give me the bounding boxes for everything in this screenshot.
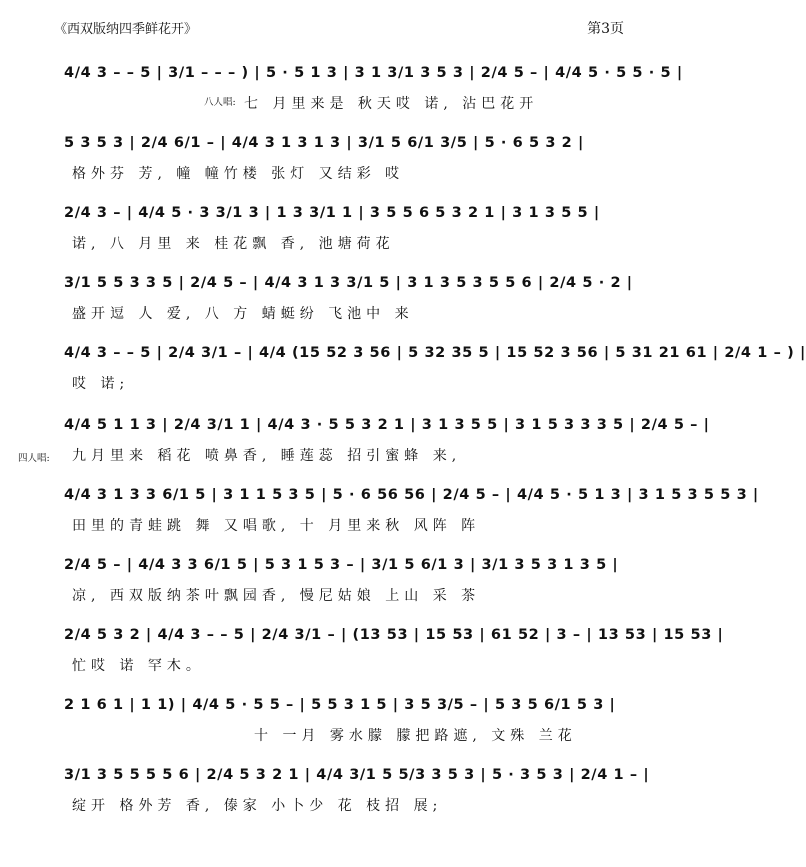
score-system-8 — [64, 550, 620, 618]
notation-line: 3/1 5 5 3 3 5 | 2/4 5 – | 4/4 3 1 3 3/1 5 | 3 1 3 5 3 5 5 6 | 2/4 5 · 2 | — [64, 275, 633, 291]
lyrics-line: 十 一月 雾水朦 朦把路遮, 文殊 兰花 — [254, 728, 577, 744]
lyrics-line: 七 月里来是 秋天哎 诺, 沾巴花开 — [244, 96, 539, 112]
lyrics-line: 格外芬 芳, 幢 幢竹楼 张灯 又结彩 哎 — [72, 166, 405, 182]
notation-line: 2/4 5 3 2 | 4/4 3 – – 5 | 2/4 3/1 – | (13 53 | 15 53 | 61 52 | 3 – | 13 53 | 15 53 | — [64, 627, 724, 643]
notation-line: 2 1 6 1 | 1 1) | 4/4 5 · 5 5 – | 5 5 3 1 5 | 3 5 3/5 – | 5 3 5 6/1 5 3 | — [64, 697, 616, 713]
score-system-6 — [18, 410, 710, 478]
score-system-2 — [64, 128, 620, 196]
singer-label: 四人唱: — [18, 453, 50, 464]
notation-line: 5 3 5 3 | 2/4 6/1 – | 4/4 3 1 3 1 3 | 3/1 5 6/1 3/5 | 5 · 6 5 3 2 | — [64, 135, 584, 151]
singer-label: 八人唱: — [204, 97, 236, 108]
score-system-4 — [64, 268, 633, 336]
notation-line: 3/1 3 5 5 5 5 6 | 2/4 5 3 2 1 | 4/4 3/1 5 5/3 3 5 3 | 5 · 3 5 3 | 2/4 1 – | — [64, 767, 650, 783]
page-number: 第3页 — [587, 21, 624, 37]
notation-line: 4/4 3 1 3 3 6/1 5 | 3 1 1 5 3 5 | 5 · 6 56 56 | 2/4 5 – | 4/4 5 · 5 1 3 | 3 1 5 3 5 5 3 | — [64, 487, 759, 503]
lyrics-line: 哎 诺; — [72, 376, 130, 392]
lyrics-line: 绽开 格外芳 香, 傣家 小卜少 花 枝招 展; — [72, 798, 443, 814]
score-system-11 — [64, 760, 650, 828]
lyrics-line: 九月里来 稻花 喷鼻香, 睡莲蕊 招引蜜蜂 来, — [72, 448, 462, 464]
score-system-5 — [64, 338, 806, 406]
lyrics-line: 凉, 西双版纳茶叶飘园香, 慢尼姑娘 上山 采 茶 — [72, 588, 481, 604]
notation-line: 4/4 5 1 1 3 | 2/4 3/1 1 | 4/4 3 · 5 5 3 2 1 | 3 1 3 5 5 | 3 1 5 3 3 3 5 | 2/4 5 – | — [64, 417, 710, 433]
notation-line: 2/4 5 – | 4/4 3 3 6/1 5 | 5 3 1 5 3 – | 3/1 5 6/1 3 | 3/1 3 5 3 1 3 5 | — [64, 557, 619, 573]
score-system-1 — [64, 58, 683, 126]
score-system-9 — [64, 620, 724, 688]
notation-line: 4/4 3 – – 5 | 3/1 – – – ) | 5 · 5 1 3 | 3 1 3/1 3 5 3 | 2/4 5 – | 4/4 5 · 5 5 · 5 | — [64, 65, 683, 81]
notation-line: 4/4 3 – – 5 | 2/4 3/1 – | 4/4 (15 52 3 56 | 5 32 35 5 | 15 52 3 56 | 5 31 21 61 | 2/4 1 – ) | — [64, 345, 806, 361]
lyrics-line: 忙哎 诺 罕木。 — [72, 658, 205, 674]
score-system-3 — [64, 198, 620, 266]
score-system-10 — [64, 690, 620, 758]
page-header — [54, 18, 624, 38]
notation-line: 2/4 3 – | 4/4 5 · 3 3/1 3 | 1 3 3/1 1 | 3 5 5 6 5 3 2 1 | 3 1 3 5 5 | — [64, 205, 600, 221]
score-system-7 — [64, 480, 759, 548]
song-title: 《西双版纳四季鲜花开》 — [54, 22, 198, 37]
lyrics-line: 盛开逗 人 爱, 八 方 蜻蜓纷 飞池中 来 — [72, 306, 414, 322]
lyrics-line: 田里的青蛙跳 舞 又唱歌, 十 月里来秋 风阵 阵 — [72, 518, 481, 534]
lyrics-line: 诺, 八 月里 来 桂花飘 香, 池塘荷花 — [72, 236, 395, 252]
